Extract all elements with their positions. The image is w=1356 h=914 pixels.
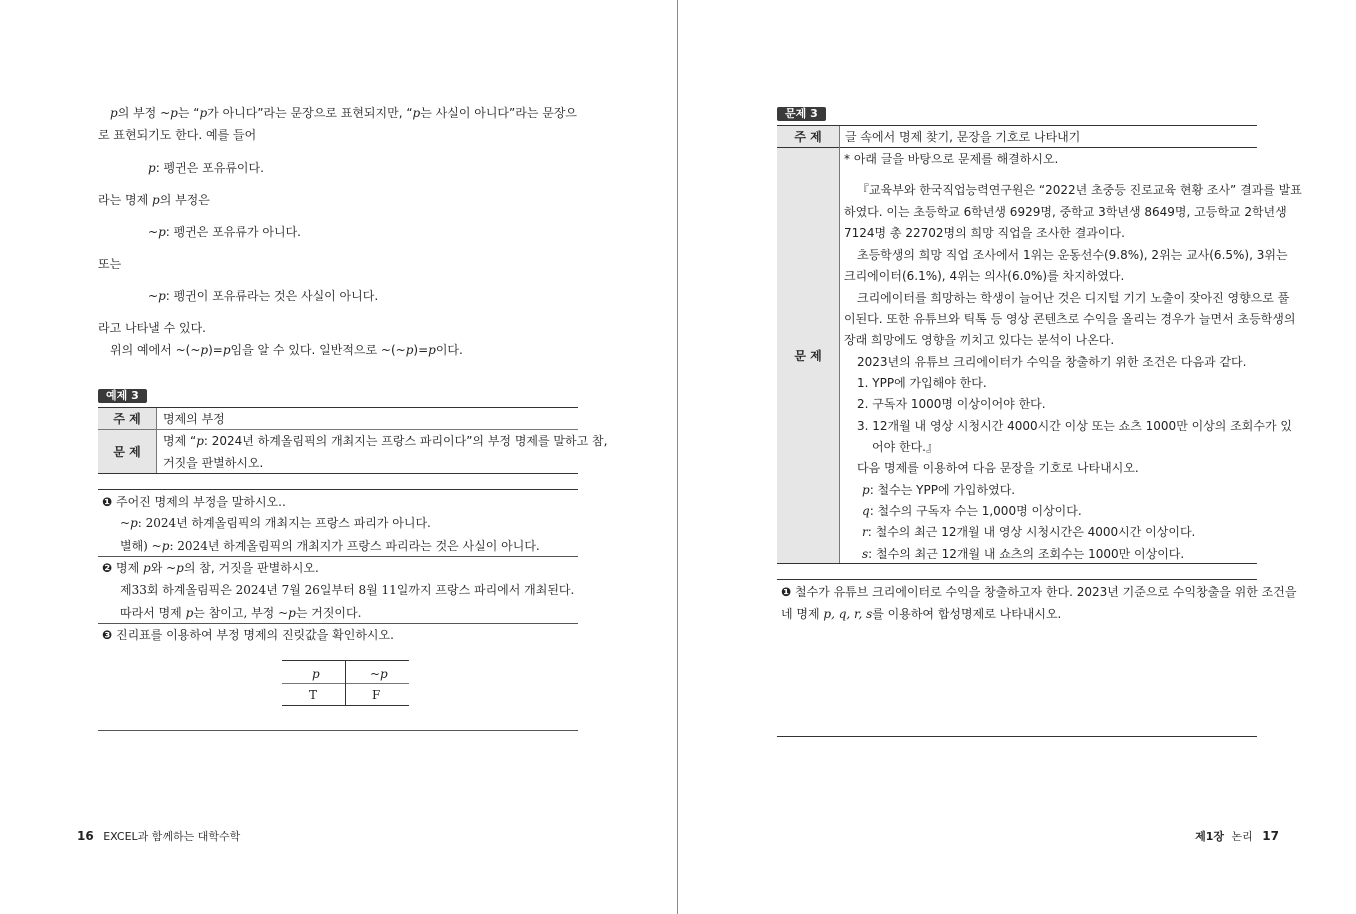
truth-table-bottom-rule xyxy=(282,705,409,706)
problem-label: 문 제 xyxy=(777,148,839,563)
topic-value: 명제의 부정 xyxy=(163,412,225,426)
passage-line: 2023년의 유튜브 크리에이터가 수익을 창출하기 위한 조건은 다음과 같다. xyxy=(857,355,1247,369)
step-1-alt-answer: 별해) ~p: 2024년 하계올림픽의 개최지가 프랑스 파리라는 것은 사실이 아니다. xyxy=(120,539,540,553)
passage-line: 장래 희망에도 영향을 끼치고 있다는 분석이 나온다. xyxy=(844,333,1115,347)
step-2: ❷ 명제 p와 ~p의 참, 거짓을 판별하시오. xyxy=(102,561,319,575)
steps-top-rule xyxy=(777,579,1257,580)
book-title: EXCEL과 함께하는 대학수학 xyxy=(103,830,241,843)
circled-3-icon: ❸ xyxy=(102,628,113,642)
right-page xyxy=(678,0,1356,914)
page-number: 17 xyxy=(1262,829,1279,843)
condition-item-cont: 어야 한다.』 xyxy=(872,440,938,454)
intro-line-1: p의 부정 ~p는 “p가 아니다”라는 문장으로 표현되지만, “p는 사실이 아니다”라는 문장으 xyxy=(110,106,577,120)
passage-line: * 아래 글을 바탕으로 문제를 해결하시오. xyxy=(844,152,1059,166)
passage-line: 이된다. 또한 유튜브와 틱톡 등 영상 콘텐츠로 수익을 올리는 경우가 늘면서 초등학생의 xyxy=(844,312,1296,326)
step-1: ❶ 철수가 유튜브 크리에이터로 수익을 창출하고자 한다. 2023년 기준으로 수익창출을 위한 조건을 xyxy=(781,585,1297,599)
truth-table-divider xyxy=(345,660,346,705)
problem-top-rule xyxy=(777,125,1257,126)
instruction-line: 다음 명제를 이용하여 다음 문장을 기호로 나타내시오. xyxy=(857,461,1139,475)
condition-item: 3. 12개월 내 영상 시청시간 4000시간 이상 또는 쇼츠 1000만 이상의 조회수가 있 xyxy=(857,419,1292,433)
topic-divider xyxy=(777,147,1257,148)
circled-1-icon: ❶ xyxy=(102,495,113,509)
negation-example-1: ~p: 펭귄은 포유류가 아니다. xyxy=(148,225,301,239)
or-text: 또는 xyxy=(98,257,122,271)
steps-bottom-rule xyxy=(98,730,578,731)
step-2-line-2: 따라서 명제 p는 참이고, 부정 ~p는 거짓이다. xyxy=(120,606,362,620)
step-1-line-2: 네 명제 p, q, r, s를 이용하여 합성명제로 나타내시오. xyxy=(781,607,1062,621)
truth-table-header-not-p: ~p xyxy=(370,667,388,681)
example-bottom-rule xyxy=(98,473,578,474)
left-footer xyxy=(77,829,240,844)
topic-divider xyxy=(98,429,578,430)
condition-item: 1. YPP에 가입해야 한다. xyxy=(857,376,987,390)
double-negation-text: 위의 예에서 ~(~p)=p임을 알 수 있다. 일반적으로 ~(~p)=p이다. xyxy=(110,343,463,357)
step-1: ❶ 주어진 명제의 부정을 말하시오.. xyxy=(102,495,286,509)
passage-line: 크리에이터를 희망하는 학생이 늘어난 것은 디지털 기기 노출이 잦아진 영향으로 풀 xyxy=(857,291,1290,305)
truth-table-cell: T xyxy=(309,688,318,702)
problem-column-divider xyxy=(839,126,840,563)
topic-label: 주 제 xyxy=(98,408,156,429)
intro-line-2: 로 표현되기도 한다. 예를 들어 xyxy=(98,128,257,142)
negation-intro: 라는 명제 p의 부정은 xyxy=(98,193,210,207)
example-proposition: p: 펭귄은 포유류이다. xyxy=(148,161,264,175)
proposition-r: r: 철수의 최근 12개월 내 영상 시청시간은 4000시간 이상이다. xyxy=(862,525,1196,539)
problem-bottom-rule xyxy=(777,563,1257,564)
passage-line: 하였다. 이는 초등학교 6학년생 6929명, 중학교 3학년생 8649명, 고등학교 2학년생 xyxy=(844,205,1287,219)
steps-top-rule xyxy=(98,489,578,490)
step-1-rule xyxy=(98,556,578,557)
passage-line: 크리에이터(6.1%), 4위는 의사(6.0%)를 차지하였다. xyxy=(844,269,1125,283)
chapter-label: 제1장 xyxy=(1195,830,1225,843)
passage-line: 초등학생의 희망 직업 조사에서 1위는 운동선수(9.8%), 2위는 교사(6.5%), 3위는 xyxy=(857,248,1288,262)
problem-badge: 문제 3 xyxy=(777,107,826,121)
problem-label: 문 제 xyxy=(98,430,156,473)
topic-value: 글 속에서 명제 찾기, 문장을 기호로 나타내기 xyxy=(845,130,1081,144)
steps-bottom-rule xyxy=(777,736,1257,737)
problem-line-1: 명제 “p: 2024년 하계올림픽의 개최지는 프랑스 파리이다”의 부정 명제를 말하고 참, xyxy=(163,434,608,448)
proposition-s: s: 철수의 최근 12개월 내 쇼츠의 조회수는 1000만 이상이다. xyxy=(862,547,1185,561)
truth-table-header-p: p xyxy=(312,667,320,681)
truth-table-cell: F xyxy=(372,688,381,702)
proposition-q: q: 철수의 구독자 수는 1,000명 이상이다. xyxy=(862,504,1082,518)
proposition-p: p: 철수는 YPP에 가입하였다. xyxy=(862,483,1016,497)
example-column-divider xyxy=(156,408,157,473)
passage-line: 7124명 총 22702명의 희망 직업을 조사한 결과이다. xyxy=(844,226,1125,240)
conclude-text: 라고 나타낼 수 있다. xyxy=(98,321,206,335)
negation-example-2: ~p: 펭귄이 포유류라는 것은 사실이 아니다. xyxy=(148,289,379,303)
circled-1-icon: ❶ xyxy=(781,585,792,599)
step-2-line-1: 제33회 하계올림픽은 2024년 7월 26일부터 8월 11일까지 프랑스 파리에서 개최된다. xyxy=(120,583,575,597)
example-top-rule xyxy=(98,407,578,408)
problem-line-2: 거짓을 판별하시오. xyxy=(163,456,264,470)
condition-item: 2. 구독자 1000명 이상이어야 한다. xyxy=(857,397,1046,411)
right-footer xyxy=(1195,829,1279,844)
circled-2-icon: ❷ xyxy=(102,561,113,575)
passage-line: 『교육부와 한국직업능력연구원은 “2022년 초중등 진로교육 현황 조사” 결과를 발표 xyxy=(857,183,1302,197)
step-3: ❸ 진리표를 이용하여 부정 명제의 진릿값을 확인하시오. xyxy=(102,628,394,642)
example-badge: 예제 3 xyxy=(98,389,147,403)
topic-label: 주 제 xyxy=(777,126,839,147)
step-2-rule xyxy=(98,623,578,624)
chapter-title: 논리 xyxy=(1231,830,1253,843)
step-1-answer: ~p: 2024년 하계올림픽의 개최지는 프랑스 파리가 아니다. xyxy=(120,516,431,530)
page-number: 16 xyxy=(77,829,94,843)
left-page xyxy=(0,0,677,914)
